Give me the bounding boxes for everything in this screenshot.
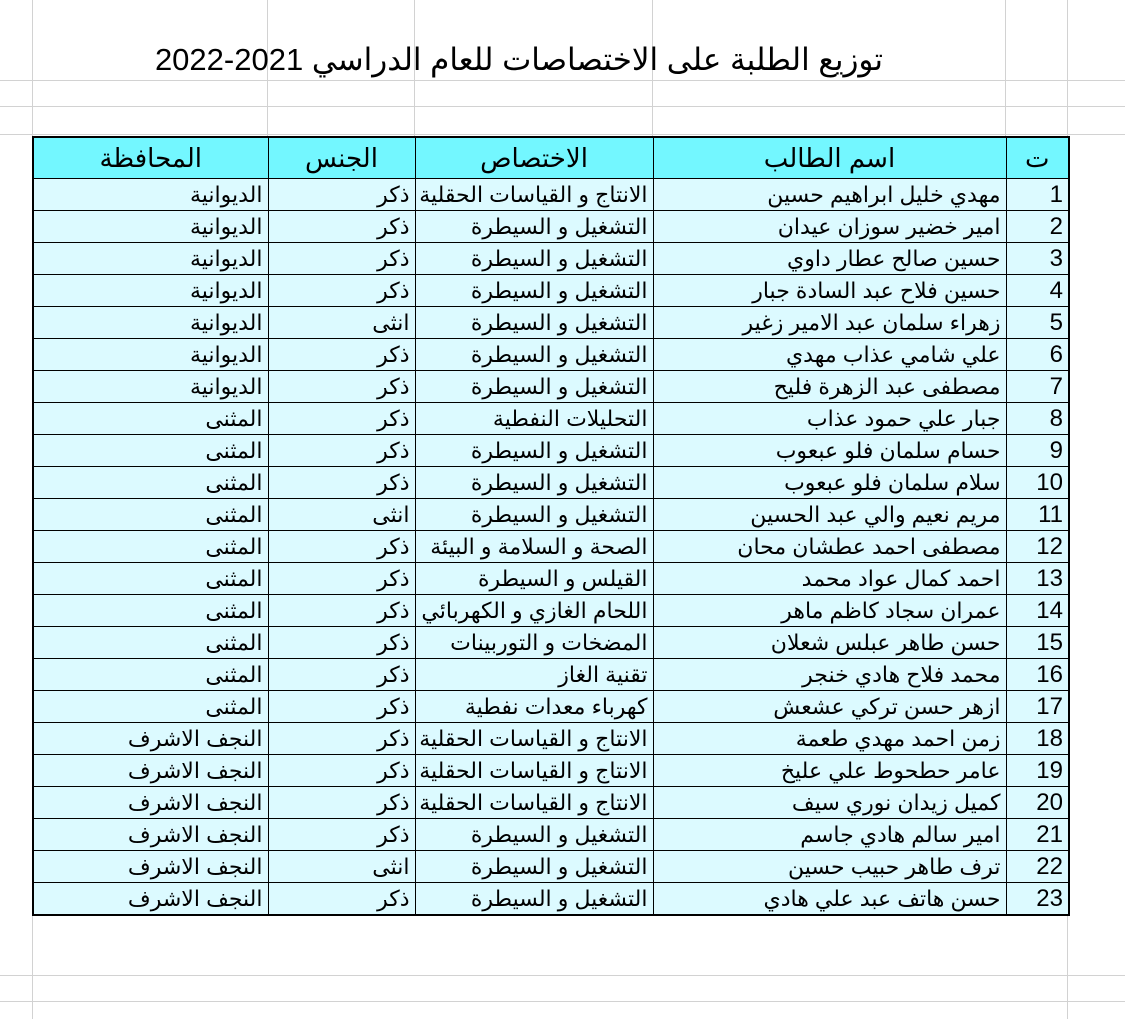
cell-major[interactable]: التشغيل و السيطرة [415,275,653,307]
cell-name[interactable]: حسن هاتف عبد علي هادي [653,883,1006,916]
cell-governorate[interactable]: الديوانية [33,243,268,275]
cell-gender[interactable]: ذكر [268,691,415,723]
cell-governorate[interactable]: المثنى [33,595,268,627]
cell-num[interactable]: 2 [1006,211,1069,243]
cell-governorate[interactable]: النجف الاشرف [33,851,268,883]
cell-gender[interactable]: ذكر [268,883,415,916]
cell-major[interactable]: الانتاج و القياسات الحقلية [415,787,653,819]
cell-governorate[interactable]: الديوانية [33,179,268,211]
cell-major[interactable]: كهرباء معدات نفطية [415,691,653,723]
table-row [33,403,1069,435]
cell-major[interactable]: المضخات و التوربينات [415,627,653,659]
cell-major[interactable]: التشغيل و السيطرة [415,883,653,916]
cell-name[interactable]: زهراء سلمان عبد الامير زغير [653,307,1006,339]
cell-num[interactable]: 6 [1006,339,1069,371]
cell-gender[interactable]: ذكر [268,531,415,563]
table-row [33,851,1069,883]
grid-row-line [0,134,1125,135]
cell-major[interactable]: اللحام الغازي و الكهربائي [415,595,653,627]
cell-num[interactable]: 17 [1006,691,1069,723]
cell-major[interactable]: التشغيل و السيطرة [415,435,653,467]
cell-gender[interactable]: ذكر [268,435,415,467]
cell-major[interactable]: التشغيل و السيطرة [415,371,653,403]
cell-name[interactable]: امير خضير سوزان عيدان [653,211,1006,243]
cell-gender[interactable]: انثى [268,307,415,339]
table-row [33,627,1069,659]
table-row [33,595,1069,627]
cell-name[interactable]: سلام سلمان فلو عبعوب [653,467,1006,499]
table-row [33,467,1069,499]
cell-gender[interactable]: انثى [268,851,415,883]
table-row [33,691,1069,723]
cell-gender[interactable]: ذكر [268,179,415,211]
cell-major[interactable]: التحليلات النفطية [415,403,653,435]
grid-column-line [1005,0,1006,136]
cell-num[interactable]: 13 [1006,563,1069,595]
cell-name[interactable]: مصطفى عبد الزهرة فليح [653,371,1006,403]
cell-governorate[interactable]: المثنى [33,531,268,563]
cell-governorate[interactable]: المثنى [33,659,268,691]
cell-name[interactable]: حسام سلمان فلو عبعوب [653,435,1006,467]
table-row [33,755,1069,787]
cell-governorate[interactable]: المثنى [33,499,268,531]
cell-name[interactable]: ازهر حسن تركي عشعش [653,691,1006,723]
cell-name[interactable]: ترف طاهر حبيب حسين [653,851,1006,883]
cell-governorate[interactable]: النجف الاشرف [33,819,268,851]
cell-name[interactable]: علي شامي عذاب مهدي [653,339,1006,371]
cell-governorate[interactable]: الديوانية [33,211,268,243]
cell-name[interactable]: محمد فلاح هادي خنجر [653,659,1006,691]
header-row [33,137,1069,179]
cell-num[interactable]: 21 [1006,819,1069,851]
table-row [33,787,1069,819]
table-row [33,819,1069,851]
cell-major[interactable]: القيلس و السيطرة [415,563,653,595]
cell-major[interactable]: الانتاج و القياسات الحقلية [415,179,653,211]
cell-num[interactable]: 16 [1006,659,1069,691]
cell-governorate[interactable]: النجف الاشرف [33,883,268,916]
cell-major[interactable]: التشغيل و السيطرة [415,819,653,851]
cell-governorate[interactable]: الديوانية [33,371,268,403]
table-row [33,275,1069,307]
cell-name[interactable]: حسين صالح عطار داوي [653,243,1006,275]
sheet-title[interactable]: توزيع الطلبة على الاختصاصات للعام الدراسي 2021-2022 [154,42,884,77]
table-row [33,179,1069,211]
cell-gender[interactable]: ذكر [268,595,415,627]
table-row [33,435,1069,467]
cell-name[interactable]: عامر حطحوط علي عليخ [653,755,1006,787]
cell-name[interactable]: امير سالم هادي جاسم [653,819,1006,851]
cell-name[interactable]: زمن احمد مهدي طعمة [653,723,1006,755]
cell-gender[interactable]: ذكر [268,467,415,499]
table-row [33,243,1069,275]
grid-row-line [0,1001,1125,1002]
cell-gender[interactable]: ذكر [268,819,415,851]
cell-gender[interactable]: ذكر [268,755,415,787]
cell-governorate[interactable]: النجف الاشرف [33,787,268,819]
cell-gender[interactable]: ذكر [268,243,415,275]
cell-gender[interactable]: ذكر [268,275,415,307]
cell-major[interactable]: التشغيل و السيطرة [415,307,653,339]
cell-num[interactable]: 14 [1006,595,1069,627]
grid-row-line [0,106,1125,107]
cell-governorate[interactable]: المثنى [33,563,268,595]
header-major[interactable]: الاختصاص [415,137,653,179]
cell-num[interactable]: 18 [1006,723,1069,755]
cell-governorate[interactable]: الديوانية [33,339,268,371]
cell-governorate[interactable]: المثنى [33,627,268,659]
table-row [33,371,1069,403]
cell-num[interactable]: 7 [1006,371,1069,403]
cell-name[interactable]: حسن طاهر عبلس شعلان [653,627,1006,659]
cell-gender[interactable]: ذكر [268,627,415,659]
header-name[interactable]: اسم الطالب [653,137,1006,179]
cell-gender[interactable]: ذكر [268,563,415,595]
cell-major[interactable]: التشغيل و السيطرة [415,339,653,371]
cell-num[interactable]: 20 [1006,787,1069,819]
cell-name[interactable]: مريم نعيم والي عبد الحسين [653,499,1006,531]
cell-num[interactable]: 8 [1006,403,1069,435]
table-row [33,563,1069,595]
cell-gender[interactable]: انثى [268,499,415,531]
table-row [33,883,1069,916]
cell-governorate[interactable]: الديوانية [33,307,268,339]
cell-governorate[interactable]: الديوانية [33,275,268,307]
cell-gender[interactable]: ذكر [268,403,415,435]
cell-name[interactable]: احمد كمال عواد محمد [653,563,1006,595]
cell-governorate[interactable]: المثنى [33,403,268,435]
header-gender[interactable]: الجنس [268,137,415,179]
cell-gender[interactable]: ذكر [268,787,415,819]
cell-governorate[interactable]: النجف الاشرف [33,723,268,755]
table-row [33,659,1069,691]
header-governorate[interactable]: المحافظة [33,137,268,179]
table-row [33,499,1069,531]
cell-major[interactable]: الصحة و السلامة و البيئة [415,531,653,563]
cell-name[interactable]: مصطفى احمد عطشان محان [653,531,1006,563]
table-row [33,723,1069,755]
cell-major[interactable]: التشغيل و السيطرة [415,243,653,275]
cell-name[interactable]: حسين فلاح عبد السادة جبار [653,275,1006,307]
cell-major[interactable]: التشغيل و السيطرة [415,851,653,883]
cell-gender[interactable]: ذكر [268,211,415,243]
cell-name[interactable]: مهدي خليل ابراهيم حسين [653,179,1006,211]
cell-major[interactable]: تقنية الغاز [415,659,653,691]
cell-num[interactable]: 5 [1006,307,1069,339]
cell-gender[interactable]: ذكر [268,659,415,691]
cell-num[interactable]: 9 [1006,435,1069,467]
cell-num[interactable]: 19 [1006,755,1069,787]
table-row [33,307,1069,339]
students-table [32,136,1070,916]
grid-row-line [0,975,1125,976]
cell-major[interactable]: التشغيل و السيطرة [415,499,653,531]
cell-num[interactable]: 12 [1006,531,1069,563]
cell-num[interactable]: 1 [1006,179,1069,211]
cell-num[interactable]: 22 [1006,851,1069,883]
cell-major[interactable]: الانتاج و القياسات الحقلية [415,755,653,787]
cell-major[interactable]: التشغيل و السيطرة [415,467,653,499]
cell-num[interactable]: 4 [1006,275,1069,307]
cell-gender[interactable]: ذكر [268,339,415,371]
cell-governorate[interactable]: المثنى [33,467,268,499]
cell-name[interactable]: عمران سجاد كاظم ماهر [653,595,1006,627]
header-num[interactable]: ت [1006,137,1069,179]
cell-gender[interactable]: ذكر [268,371,415,403]
cell-governorate[interactable]: المثنى [33,691,268,723]
cell-major[interactable]: التشغيل و السيطرة [415,211,653,243]
table-row [33,531,1069,563]
cell-num[interactable]: 10 [1006,467,1069,499]
cell-governorate[interactable]: النجف الاشرف [33,755,268,787]
table-row [33,339,1069,371]
cell-num[interactable]: 11 [1006,499,1069,531]
cell-name[interactable]: كميل زيدان نوري سيف [653,787,1006,819]
cell-num[interactable]: 15 [1006,627,1069,659]
cell-num[interactable]: 23 [1006,883,1069,916]
cell-num[interactable]: 3 [1006,243,1069,275]
cell-name[interactable]: جبار علي حمود عذاب [653,403,1006,435]
cell-major[interactable]: الانتاج و القياسات الحقلية [415,723,653,755]
cell-gender[interactable]: ذكر [268,723,415,755]
cell-governorate[interactable]: المثنى [33,435,268,467]
table-row [33,211,1069,243]
